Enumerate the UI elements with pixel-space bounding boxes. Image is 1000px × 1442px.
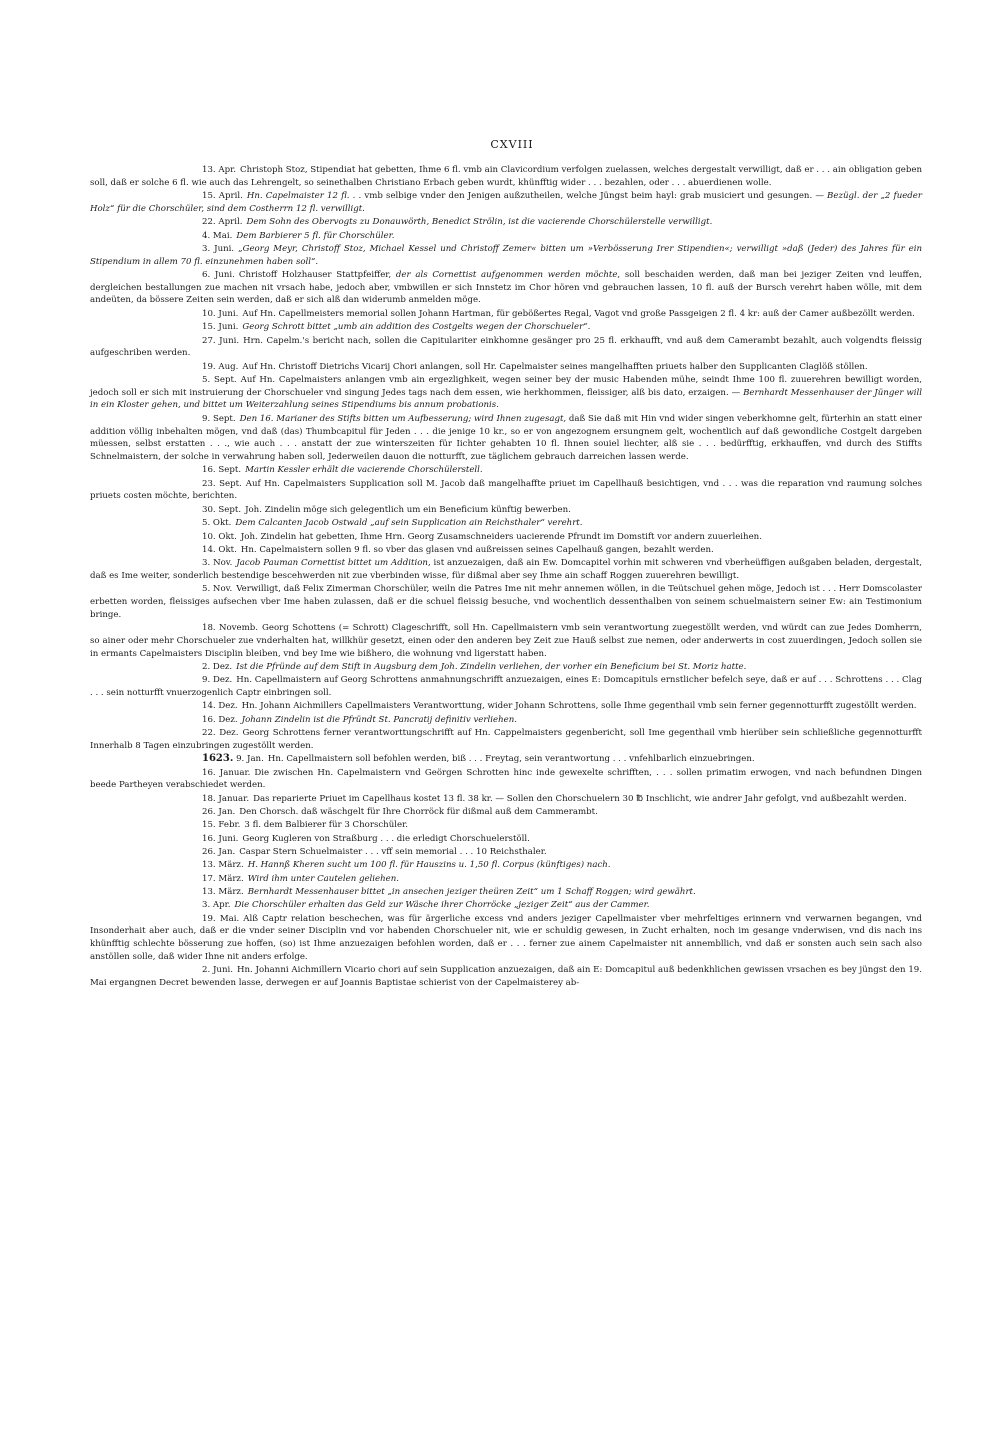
entry-summary-italic: Die Chorschüler erhalten das Geld zur Wäsche ihrer Chorröcke „jeziger Zeit“ aus der Cammer. <box>234 900 650 911</box>
entry-summary-italic: Wird ihm unter Cautelen geliehen. <box>247 873 400 884</box>
entry <box>90 873 922 886</box>
entry-date: 15. Febr. <box>202 820 241 831</box>
entry-date: 13. Apr. <box>202 165 237 175</box>
entry <box>90 464 922 477</box>
entry <box>90 767 922 793</box>
entry-text: 3 fl. dem Balbierer für 3 Chorschüler. <box>244 820 408 831</box>
entry <box>90 819 922 832</box>
entry-text: Hn. Capellmaistern soll befohlen werden, biß . . . Freytag, sein verantwortung . . . vnfehlbarlich einzuebringen. <box>267 754 755 765</box>
entry-summary-italic: Dem Barbierer 5 fl. für Chorschüler. <box>236 230 395 241</box>
entry <box>90 269 922 307</box>
entry-date: 22. Dez. <box>202 728 239 739</box>
page-number: CXVIII <box>490 138 534 151</box>
entry-summary-italic: Jacob Pauman Cornettist bittet um Addition <box>236 558 428 569</box>
entry-summary-italic: „Georg Meyr, Christoff Stoz, Michael Kessel und Christoff Zemer« bitten um »Verbösserung Irer Stipendien«; verwilligt »daß (Jeder) des Jahres für ein Stipendium in allem 70 fl. einzunehmen haben soll“. <box>90 243 922 267</box>
entry-date: 17. März. <box>202 873 244 884</box>
entry-date: 23. Sept. <box>202 478 242 489</box>
entry-text: Auf Hn. Capelmaisters anlangen vmb ain ergezlighkeit, wegen seiner bey der music Habenden mühe, seindt Ihme 100 fl. zuuerehren bewilligt worden, jedoch soll er sich mit instruierung der Chorschueler vnd singung Jedes tags nach dem essen, wie herkhommen, fleissiger, alß bis dato, erzaigen. — <box>90 374 922 398</box>
entry-text: Alß Captr relation beschechen, was für ärgerliche excess vnd anders jeziger Capellmaister vber mehrfeltiges erinnern vnd verwarnen begangen, vnd Insonderhait aber auch, daß er die vnder seiner Disciplin vnd vor habenden Chorschueler nit, wie er schuldig gewesen, in Zucht erhalten, noch im gesange vnderwisen, vnd dis nach ins khünfftig schlechte bösserung zue hoffen, (so) ist Ihme anzuezaigen befohlen worden, daß er . . . ferner zue ainem Capelmaister nit annembllich, vnd daß er sonsten auch sein sach also anstöllen solle, daß wider Ihne nit anders erfolge. <box>90 913 922 962</box>
entry-date: 13. März. <box>202 860 244 871</box>
entry-date: 15. April. <box>202 191 243 202</box>
entry-summary-italic: Den 16. Marianer des Stifts bitten um Aufbesserung; wird Ihnen zugesagt, <box>239 413 567 424</box>
entry <box>90 517 922 530</box>
entry-text: Das reparierte Priuet im Capellhaus kostet 13 fl. 38 kr. — Sollen den Chorschuelern 30 ℔ Inschlicht, wie andrer Jahr gefolgt, vnd außbezahlt werden. <box>253 793 907 804</box>
entry-text: Die zwischen Hn. Capelmaistern vnd Geörgen Schrotten hinc inde gewexelte schrifften, . . . sollen primatim erwogen, vnd nach befundnen Dingen beede Partheyen verabschiedet werden. <box>90 767 923 791</box>
entry-date: 9. Jan. <box>236 754 264 765</box>
entry <box>90 583 922 621</box>
entry-summary-italic: Martin Kessler erhält die vacierende Chorschülerstell. <box>245 465 483 476</box>
entry-date: 10. Juni. <box>202 308 239 319</box>
entry <box>90 216 922 229</box>
entry-date: 16. Januar. <box>202 767 251 778</box>
entry <box>90 793 922 806</box>
entry-date: 19. Aug. <box>202 361 239 372</box>
entry-date: 5. Nov. <box>202 584 233 595</box>
entry-date: 3. Nov. <box>202 558 233 569</box>
entry-text: Hn. Capellmaistern auf Georg Schrottens anmahnungschrifft anzuezaigen, eines E: Domcapituls ernstlicher befelch seye, daß er auf . . . Schrottens . . . Clag . . . sein notturfft vnuerzogenlich Captr einbringen soll. <box>90 675 922 699</box>
entry-date: 9. Dez. <box>202 675 233 686</box>
entry-text: Den Chorsch. daß wäschgelt für Ihre Chorröck für dißmal auß dem Cammerambt. <box>239 806 598 817</box>
entry <box>90 714 922 727</box>
entry-date: 26. Jan. <box>202 806 236 817</box>
entry-date: 13. März. <box>202 887 244 898</box>
entry-date: 18. Januar. <box>202 793 250 804</box>
entry <box>90 164 922 190</box>
entry <box>90 886 922 899</box>
entry <box>90 833 922 846</box>
entry <box>90 700 922 713</box>
entry-text: , soll beschaiden werden, daß man bei jeziger Zeiten vnd leuffen, dergleichen bestallungen zue machen nit vrsach habe, jedoch aber, vmbwillen er sich Innstetz im Chor hören vnd gebrauchen lassen, 10 fl. auß der Bursch verehrt haben wölle, mit dem andeüten, da bössere Zeiten sein werden, daß er sich alß dan widerumb anmelden möge. <box>90 269 922 306</box>
entry <box>90 753 922 766</box>
entry-summary-italic: Georg Schrott bittet „umb ain addition des Costgelts wegen der Chorschueler“. <box>242 322 591 333</box>
chronicle-entries <box>90 164 922 990</box>
entry <box>90 622 922 660</box>
entry-text: Auf Hn. Christoff Dietrichs Vicarij Chori anlangen, soll Hr. Capelmaister seines mangelhafften priuets halber den Supplicanten Claglöß stöllen. <box>242 361 868 372</box>
entry-date: 22. April. <box>202 217 243 228</box>
entry-date: 5. Sept. <box>202 374 237 385</box>
entry-text: Joh. Zindelin möge sich gelegentlich um ein Beneficium künftig bewerben. <box>245 504 571 515</box>
entry-date: 6. Juni. <box>202 269 235 280</box>
entry <box>90 230 922 243</box>
entry-year: 1623. <box>202 753 234 765</box>
entry-text: Georg Kugleren von Straßburg . . . die erledigt Chorschuelerstöll. <box>242 833 530 844</box>
entry-text: Christoff Holzhauser Stattpfeiffer, <box>238 269 396 280</box>
entry-date: 14. Okt. <box>202 544 237 555</box>
entry <box>90 374 922 412</box>
entry-date: 9. Sept. <box>202 413 236 424</box>
entry-date: 16. Dez. <box>202 714 238 725</box>
entry-text: Joh. Zindelin hat gebetten, Ihme Hrn. Georg Zusamschneiders uacierende Pfrundt im Domstift vor andern zuuerleihen. <box>240 531 762 542</box>
entry <box>90 413 922 464</box>
entry-text: . . vmb selbige vnder den Jenigen außzutheilen, welche Jüngst beim hayl: grab musiciert und gesungen. — <box>349 191 828 202</box>
entry <box>90 544 922 557</box>
entry-date: 18. Novemb. <box>202 623 259 634</box>
entry-date: 30. Sept. <box>202 504 242 515</box>
entry-date: 19. Mai. <box>202 913 240 924</box>
entry <box>90 504 922 517</box>
entry <box>90 308 922 321</box>
entry-date: 10. Okt. <box>202 531 237 542</box>
entry-date: 3. Juni. <box>202 243 235 254</box>
entry <box>90 899 922 912</box>
entry-date: 3. Apr. <box>202 900 231 911</box>
entry-date: 27. Juni. <box>202 335 240 346</box>
entry-date: 2. Dez. <box>202 661 233 672</box>
entry-text: Hn. Johann Aichmillers Capellmaisters Verantworttung, wider Johann Schrottens, solle Ihme gegenthail vmb sein ferner gegennotturfft zugestöllt werden. <box>241 701 917 712</box>
entry-summary-italic: der als Cornettist aufgenommen werden möchte <box>395 269 618 280</box>
entry-date: 5. Okt. <box>202 518 232 529</box>
entry <box>90 335 922 361</box>
entry-summary-italic: Bernhardt Messenhauser bittet „in ansechen jeziger theüren Zeit“ um 1 Schaff Roggen; wird gewährt. <box>247 887 696 898</box>
entry-date: 16. Juni. <box>202 833 239 844</box>
entry-text: Christoph Stoz, Stipendiat hat gebetten, Ihme 6 fl. vmb ain Clavicordium verfolgen zuelassen, welches dergestalt verwilligt, daß er . . . ain obligation geben soll, daß er solche 6 fl. wie auch das Lehrengelt, so seinethalben Christiano Erbach geben wurdt, khünfftig wider . . . bezahlen, oder . . . abuerdienen wolle. <box>90 165 922 188</box>
entry <box>90 531 922 544</box>
entry <box>90 661 922 674</box>
entry <box>90 913 922 964</box>
entry-date: 2. Juni. <box>202 965 233 976</box>
entry <box>90 557 922 583</box>
entry-date: 14. Dez. <box>202 701 238 712</box>
entry-text: Auf Hn. Capellmeisters memorial sollen Johann Hartman, für gebößertes Regal, Vagot vnd große Passgeigen 2 fl. 4 kr: auß der Camer außbezöllt werden. <box>242 308 915 319</box>
entry-text: daß Sie daß mit Hin vnd wider singen veberkhomne gelt, fürterhin an statt einer addition völlig inbehalten mögen, vnd daß (das) Thumbcapitul für Jeden . . . die jenige 10 kr., so er von angezognem ersungnem gelt, wochentlich auf daß gewondliche Costgelt dargeben müessen, selbst erstatten . . ., wie auch . . . anstatt der zue winterszeiten für Iichter gehabten 10 fl. Ihnen souiel liechter, alß sie . . . bedürfftig, erkhauffen, vnd durch des Stiffts Schnelmaistern, der solche in verwahrung haben soll, Jederweilen dauon die notturfft, zue täglichem gebrauch darreichen lassen werde. <box>90 413 923 463</box>
entry-text: Georg Schottens (= Schrott) Clageschrifft, soll Hn. Capellmaistern vmb sein verantwortung zuegestöllt werden, vnd würdt can zue Jedes Domherrn, so ainer oder mehr Chorschueler zue vnderhalten hat, willkhür gesetzt, einen oder den anderen bey Zeit zue Hauß selbst zue nemen, oder anderwerts in cost zuuerdingen, Jedoch sollen sie in ermants Capelmaisters Disciplin bleiben, vnd bey Ime wie bißhero, die wohnung vnd ligerstatt haben. <box>90 623 922 659</box>
entry-text: Hrn. Capelm.'s bericht nach, sollen die Capitulariter einkhomne gesänger pro 25 fl. erkhaufft, vnd auß dem Camerambt bezahlt, auch volgendts fleissig aufgeschriben werden. <box>90 335 922 359</box>
entry-summary-italic: Dem Calcanten Jacob Ostwald „auf sein Supplication ain Reichsthaler“ verehrt. <box>235 518 583 529</box>
entry-summary-italic: H. Hannß Kheren sucht um 100 fl. für Hauszins u. 1,50 fl. Corpus (künftiges) nach. <box>247 860 611 871</box>
entry-text: Caspar Stern Schuelmaister . . . vff sein memorial . . . 10 Reichsthaler. <box>239 847 547 857</box>
entry <box>90 727 922 753</box>
entry-text: Georg Schrottens ferner verantworttungschrifft auf Hn. Cappelmaisters gegenbericht, soll Ime gegenthail vmb hierüber sein schließliche gegennotturfft Innerhalb 8 Tagen einzubringen zugestöllt werden. <box>90 728 922 751</box>
entry <box>90 674 922 700</box>
entry-text: Hn. Capelmaistern sollen 9 fl. so vber das glasen vnd außreissen seines Capelhauß gangen, bezahlt werden. <box>240 544 714 555</box>
entry-text: Verwilligt, daß Felix Zimerman Chorschüler, weiln die Patres Ime nit mehr annemen wöllen, in die Teütschuel gehen möge, Jedoch ist . . . Herr Domscolaster erbetten worden, fleissiges aufsechen vber Ime haben zulassen, daß er die schuel fleissig besuche, vnd wochentlich dessenthalben von seinem schuelmaistern seiner Ew: ain Testimonium bringe. <box>90 584 923 620</box>
entry-text: Auf Hn. Capelmaisters Supplication soll M. Jacob daß mangelhaffte priuet im Capellhauß besichtigen, vnd . . . was die reparation vnd raumung solches priuets costen möchte, berichten. <box>90 478 922 502</box>
entry <box>90 964 922 990</box>
entry <box>90 190 922 216</box>
entry-text: Hn. Johanni Aichmillern Vicario chori auf sein Supplication anzuezaigen, daß ain E: Domcapitul auß bedenkhlichen gewissen vrsachen es bey jüngst den 19. Mai ergangnen Decret bewenden lasse, derwegen er auf Joannis Baptistae schierist von der Capelmaisterey ab- <box>90 965 922 989</box>
entry-summary-italic: Hn. Capelmaister 12 fl. <box>246 191 350 202</box>
entry <box>90 478 922 504</box>
entry <box>90 859 922 872</box>
entry-summary-italic: Bezügl. der „2 fueder Holz“ für die Chorschüler, sind dem Costherrn 12 fl. verwilligt. <box>90 191 923 214</box>
entry <box>90 321 922 334</box>
entry-text: , ist anzuezaigen, daß ain Ew. Domcapitel vorhin mit schweren vnd vberheüffigen außgaben beladen, dergestalt, daß es Ime weiter, sonderlich bestendige bescehwerden nit zue vberbinden wisse, für dißmal aber sey Ihme ain schaff Roggen zuuerehren bewilligt. <box>90 558 922 581</box>
entry-date: 16. Sept. <box>202 465 242 476</box>
entry <box>90 846 922 859</box>
entry-summary-italic: Ist die Pfründe auf dem Stift in Augsburg dem Joh. Zindelin verliehen, der vorher ein Beneficium bei St. Moriz hatte. <box>236 661 747 672</box>
entry <box>90 243 922 269</box>
entry-date: 26. Jan. <box>202 847 236 857</box>
entry <box>90 806 922 819</box>
entry-date: 4. Mai. <box>202 230 233 241</box>
entry-summary-italic: Dem Sohn des Obervogts zu Donauwörth, Benedict Strölin, ist die vacierende Chorschülerstelle verwilligt. <box>246 217 713 228</box>
entry-summary-italic: Bernhardt Messenhauser der Jünger will in ein Kloster gehen, und bittet um Weiterzahlung seines Stipendiums bis annum probationis. <box>90 387 922 411</box>
entry-date: 15. Juni. <box>202 322 239 333</box>
entry <box>90 361 922 374</box>
entry-summary-italic: Johann Zindelin ist die Pfründt St. Pancratij definitiv verliehen. <box>241 714 517 725</box>
